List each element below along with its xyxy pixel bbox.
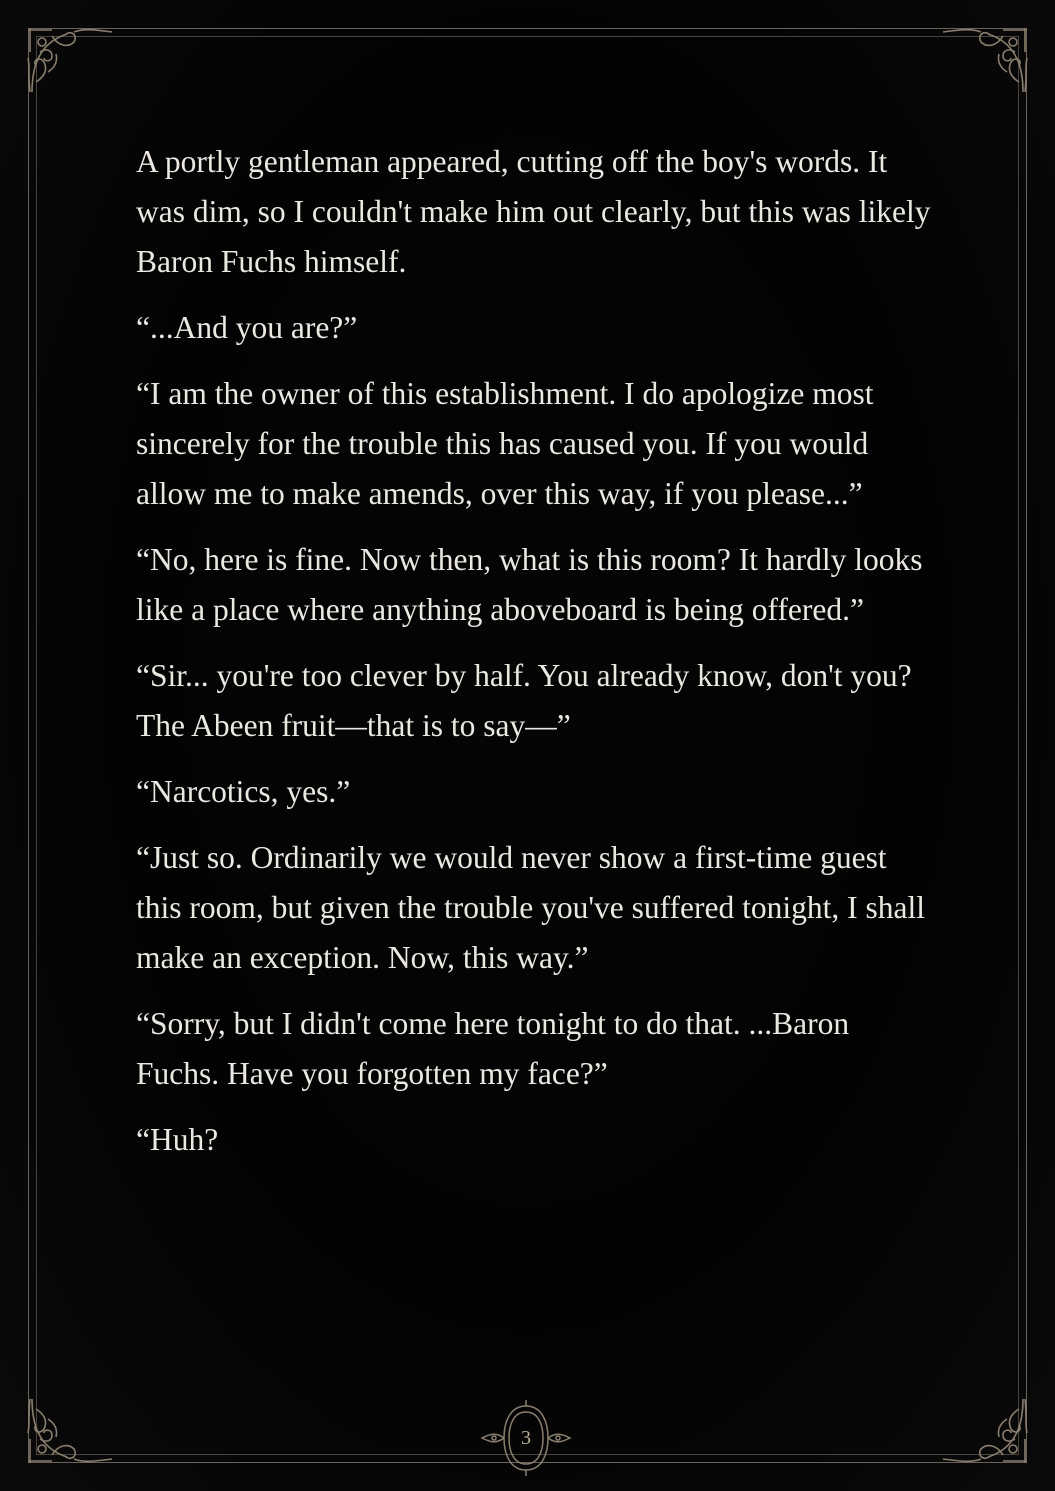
page-number: 3 <box>521 1427 531 1449</box>
paragraph: “Just so. Ordinarily we would never show a first-time guest this room, but given the trouble you've suffered tonight, I shall make an exception. Now, this way.” <box>136 840 925 975</box>
ornate-corner-bottom-right-icon <box>933 1389 1033 1469</box>
paragraph: “Sir... you're too clever by half. You already know, don't you? The Abeen fruit—that is to say—” <box>136 658 912 743</box>
paragraph: A portly gentleman appeared, cutting off the boy's words. It was dim, so I couldn't make him out clearly, but this was likely Baron Fuchs himself. <box>136 144 931 279</box>
paragraph: “Narcotics, yes.” <box>136 774 351 809</box>
ornate-corner-top-right-icon <box>933 22 1033 102</box>
paragraph: “...And you are?” <box>136 310 358 345</box>
paragraph: “I am the owner of this establishment. I do apologize most sincerely for the trouble this has caused you. If you would allow me to make amends, over this way, if you please...” <box>136 376 874 511</box>
paragraph: “No, here is fine. Now then, what is this room? It hardly looks like a place where anything aboveboard is being offered.” <box>136 542 923 627</box>
ornate-corner-bottom-left-icon <box>22 1389 122 1469</box>
ornate-corner-top-left-icon <box>22 22 122 102</box>
paragraph: “Huh? <box>136 1122 219 1157</box>
paragraph: “Sorry, but I didn't come here tonight to do that. ...Baron Fuchs. Have you forgotten my face?” <box>136 1006 850 1091</box>
page-body-text <box>136 137 936 1181</box>
